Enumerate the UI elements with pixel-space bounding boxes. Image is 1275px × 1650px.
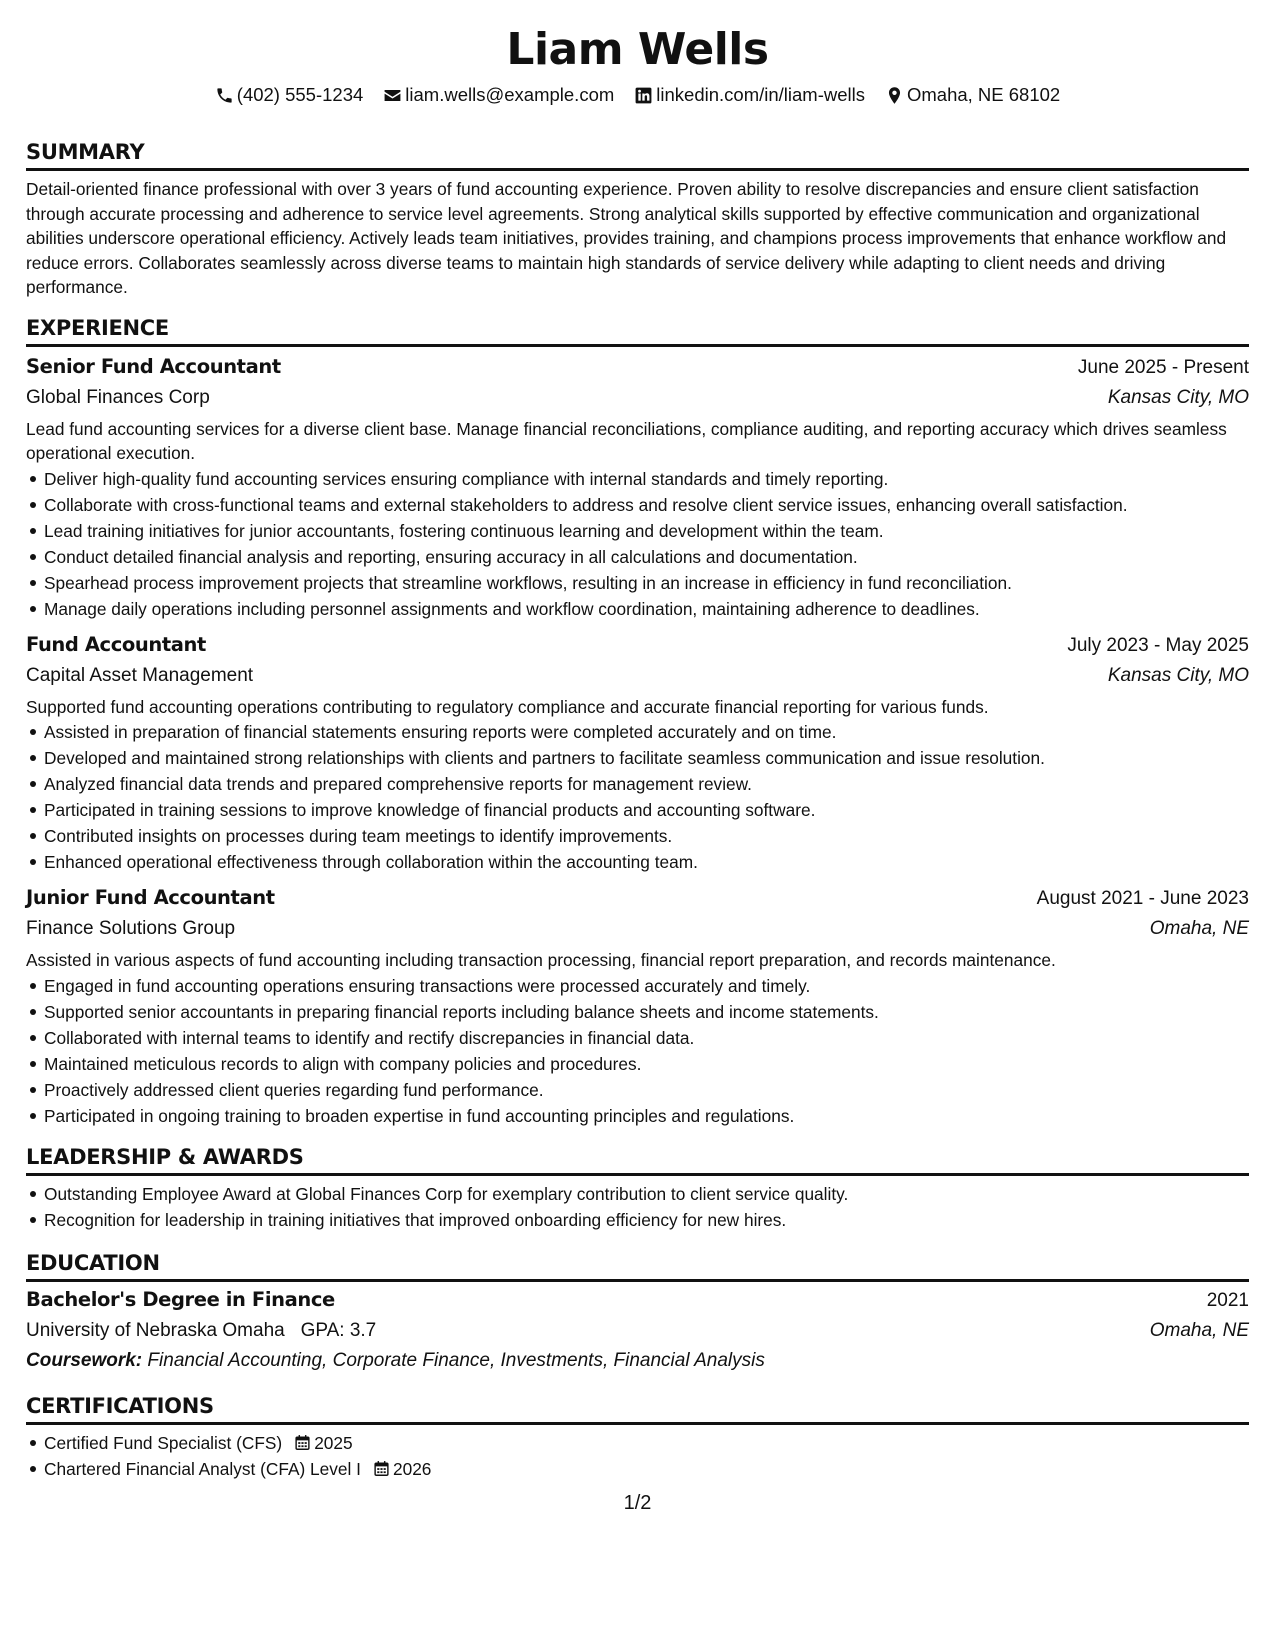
list-item: Engaged in fund accounting operations ensuring transactions were processed accurately and timely. [44, 973, 1249, 999]
list-item: Participated in ongoing training to broaden expertise in fund accounting principles and regulations. [44, 1103, 1249, 1129]
coursework-label: Coursework: [26, 1349, 143, 1371]
list-item: Maintained meticulous records to align with company policies and procedures. [44, 1051, 1249, 1077]
phone-icon [215, 86, 234, 105]
certification-year-text: 2025 [314, 1432, 353, 1453]
certification-year [294, 1430, 352, 1456]
job-title: Junior Fund Accountant [26, 886, 275, 909]
certifications-list [26, 1430, 1249, 1482]
calendar-icon [294, 1434, 311, 1451]
experience-heading: EXPERIENCE [26, 314, 1249, 347]
list-item: Collaborated with internal teams to identify and rectify discrepancies in financial data. [44, 1025, 1249, 1051]
certification-year-text: 2026 [392, 1458, 432, 1479]
list-item: Analyzed financial data trends and prepared comprehensive reports for management review. [44, 771, 1249, 797]
list-item: Developed and maintained strong relationships with clients and partners to facilitate seamless communication and issue resolution. [44, 745, 1249, 771]
school-location: Omaha, NE [1149, 1319, 1249, 1341]
education-section [26, 1249, 1249, 1376]
candidate-name: Liam Wells [506, 24, 769, 75]
list-item: Conduct detailed financial analysis and reporting, ensuring accuracy in all calculations and documentation. [44, 544, 1249, 570]
job-company: Finance Solutions Group [26, 918, 236, 939]
experience-section [26, 314, 1249, 1129]
job-company: Global Finances Corp [26, 386, 210, 408]
job-bullets [26, 466, 1249, 622]
contact-email-text[interactable]: liam.wells@example.com [405, 84, 615, 105]
job-entry [26, 883, 1249, 1129]
leadership-list [26, 1181, 1249, 1233]
list-item: Supported senior accountants in preparing financial reports including balance sheets and income statements. [44, 999, 1249, 1025]
list-item: Enhanced operational effectiveness through collaboration within the accounting team. [44, 849, 1249, 875]
school-name: University of Nebraska Omaha [26, 1319, 285, 1341]
job-title: Fund Accountant [26, 632, 206, 656]
job-description: Lead fund accounting services for a diverse client base. Manage financial reconciliations, compliance auditing, and reporting accuracy which drives seamless operational execution. [26, 418, 1227, 463]
list-item: Assisted in preparation of financial statements ensuring reports were completed accurately and on time. [44, 719, 1249, 745]
coursework-list: Financial Accounting, Corporate Finance, Investments, Financial Analysis [147, 1349, 765, 1371]
summary-section [26, 138, 1249, 300]
job-bullets [26, 719, 1249, 875]
education-heading: EDUCATION [26, 1249, 1249, 1282]
map-pin-icon [885, 86, 904, 105]
leadership-heading: LEADERSHIP & AWARDS [26, 1143, 1249, 1176]
certification-year [373, 1456, 431, 1482]
list-item: Lead training initiatives for junior accountants, fostering continuous learning and development within the team. [44, 518, 1249, 544]
job-title: Senior Fund Accountant [26, 354, 281, 378]
leadership-section [26, 1143, 1249, 1233]
summary-text: Detail-oriented finance professional with over 3 years of fund accounting experience. Proven ability to resolve discrepancies and ensure client satisfaction through accurate processing and adherence to service level agreements. Strong analytical skills supported by effective communication and organizational abilities underscore operational efficiency. Actively leads team initiatives, provides training, and champions process improvements that enhance workflow and reduce errors. Collaborates seamlessly across diverse teams to maintain high standards of service delivery while adapting to client needs and driving performance. [26, 179, 1227, 297]
contact-phone [215, 82, 364, 108]
contact-linkedin-text[interactable]: linkedin.com/in/liam-wells [656, 84, 865, 105]
certifications-section [26, 1392, 1249, 1482]
job-description: Supported fund accounting operations contributing to regulatory compliance and accurate financial reporting for various funds. [26, 696, 989, 717]
linkedin-icon [634, 86, 653, 105]
certifications-heading: CERTIFICATIONS [26, 1392, 1249, 1425]
list-item: Participated in training sessions to improve knowledge of financial products and accounting software. [44, 797, 1249, 823]
envelope-icon [383, 86, 402, 105]
contact-linkedin[interactable] [634, 82, 865, 108]
job-location: Kansas City, MO [1107, 386, 1249, 408]
job-entry [26, 352, 1249, 622]
contact-location [885, 82, 1060, 108]
page-number: 1/2 [623, 1492, 652, 1514]
job-company: Capital Asset Management [26, 664, 254, 686]
graduation-year: 2021 [1206, 1289, 1249, 1311]
list-item: Spearhead process improvement projects that streamline workflows, resulting in an increase in efficiency in fund reconciliation. [44, 570, 1249, 596]
job-dates: July 2023 - May 2025 [1067, 634, 1249, 656]
school-info [26, 1316, 376, 1345]
contact-bar [26, 82, 1249, 108]
certification-name: Certified Fund Specialist (CFS) [44, 1432, 283, 1453]
contact-location-text: Omaha, NE 68102 [906, 84, 1061, 105]
list-item: Deliver high-quality fund accounting services ensuring compliance with internal standards and timely reporting. [44, 466, 1249, 492]
job-dates: August 2021 - June 2023 [1036, 888, 1249, 909]
job-location: Omaha, NE [1149, 918, 1249, 939]
list-item: Proactively addressed client queries regarding fund performance. [44, 1077, 1249, 1103]
job-description: Assisted in various aspects of fund accounting including transaction processing, financial report preparation, and records maintenance. [26, 950, 1056, 970]
job-bullets [26, 973, 1249, 1129]
resume-page [26, 0, 1249, 1482]
gpa: GPA: 3.7 [300, 1319, 377, 1341]
list-item: Outstanding Employee Award at Global Finances Corp for exemplary contribution to client service quality. [44, 1181, 1249, 1207]
list-item: Collaborate with cross-functional teams and external stakeholders to address and resolve client service issues, enhancing overall satisfaction. [44, 492, 1249, 518]
calendar-icon [373, 1460, 390, 1477]
degree-title: Bachelor's Degree in Finance [26, 1287, 335, 1311]
list-item: Contributed insights on processes during team meetings to identify improvements. [44, 823, 1249, 849]
job-entry [26, 630, 1249, 876]
certification-name: Chartered Financial Analyst (CFA) Level I [44, 1458, 361, 1479]
job-dates: June 2025 - Present [1077, 356, 1249, 378]
contact-phone-text: (402) 555-1234 [236, 84, 364, 105]
list-item [44, 1430, 1249, 1456]
list-item: Manage daily operations including personnel assignments and workflow coordination, maintaining adherence to deadlines. [44, 596, 1249, 622]
coursework [26, 1346, 1249, 1376]
summary-heading: SUMMARY [26, 138, 1249, 171]
contact-email[interactable] [383, 82, 614, 108]
job-location: Kansas City, MO [1107, 664, 1249, 686]
list-item [44, 1456, 1249, 1482]
list-item: Recognition for leadership in training initiatives that improved onboarding efficiency for new hires. [44, 1207, 1249, 1233]
